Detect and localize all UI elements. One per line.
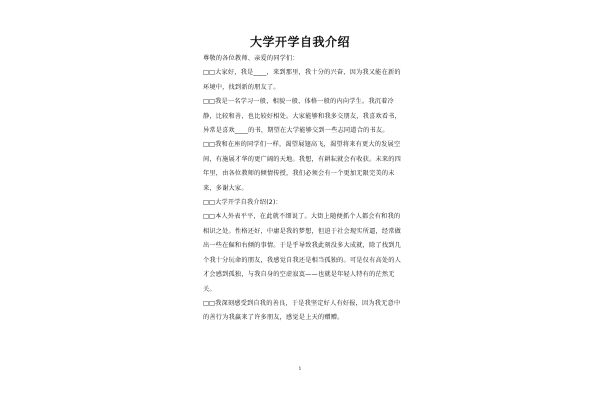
section-heading: □□大学开学自我介绍(2)： (203, 199, 282, 207)
greeting: 尊敬的各位教师、亲爱的同学们： (203, 55, 299, 62)
paragraph: □□本人外表平平，在此就不细说了。大街上随便抓个人都会有和我的相识之处。性格还好，中庸是我的梦想，但迫于社会现实所逼，经常做出一些在倔和右倾的事情。于是乎导致我此刻没多大成就，除了找到几个我十分玩命的朋友，我感觉自我还是相当孤独的。可是仅有高处的人才会感到孤独，与我自身的空虚寂寞——也就是年轻人特有的茫然无关。 (203, 213, 402, 293)
paragraph: □□我深刻感受到自我的善良，于是我坚定好人有好报，因为我无意中的善行为我赢来了许多朋友，感觉是上天的赠赠。 (203, 299, 401, 322)
page-number: 1 (298, 366, 302, 372)
paragraph: □□我是一名学习一般，相貌一般，体格一般的内向学生。我沉着冷静，比较和善，也比较好相处。大家能够和我多交朋友，我喜欢看书，异常是喜欢____的书，期望在大学能够交到一些志同道合的书友。 (203, 98, 402, 135)
paragraph: □□大家好，我是____，来到那里，我十分的兴奋，因为我又能在新的环境中，找到新的朋友了。 (203, 69, 401, 91)
paragraph: □□我和在座的同学们一样，渴望展翅高飞，渴望将来有更大的发展空间，有施展才华的更广阔的天地。我想，有耕耘就会有收获。未来的四年里，由各位教师的倾情传授，我们必须会有一个更加无限完美的未来，多谢大家。 (203, 141, 402, 192)
document-body (203, 52, 401, 326)
document-title: 大学开学自我介绍 (249, 35, 350, 49)
